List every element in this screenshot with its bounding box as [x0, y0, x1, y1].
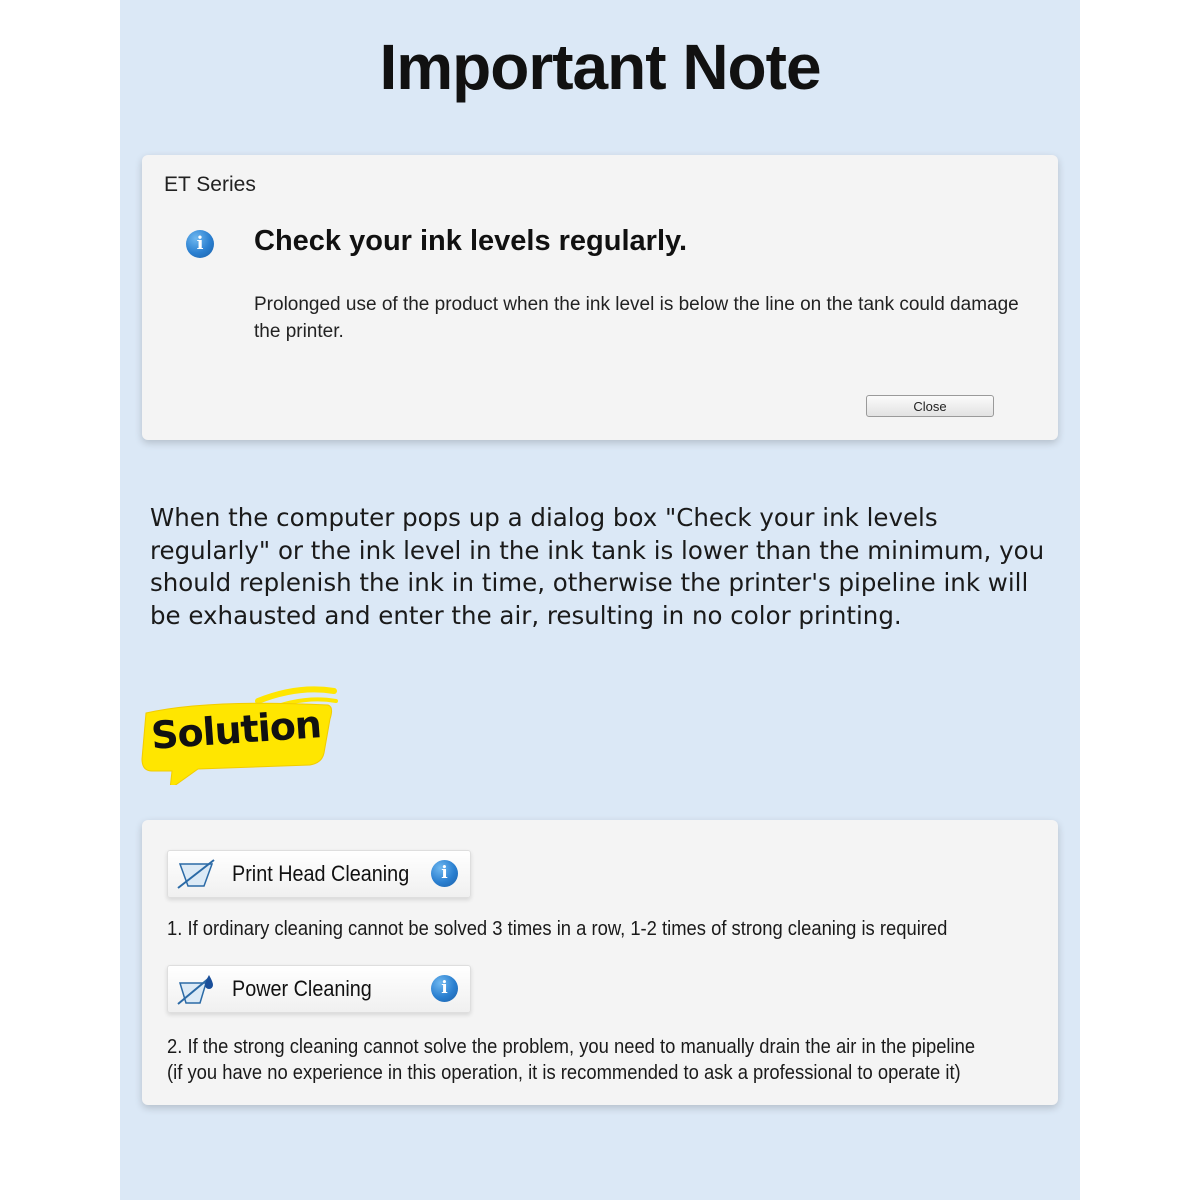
- dialog-heading: Check your ink levels regularly.: [254, 225, 688, 257]
- solution-label: Solution: [149, 702, 323, 758]
- power-cleaning-label: Power Cleaning: [232, 976, 372, 1001]
- page-title: Important Note: [379, 31, 821, 103]
- solution-card: [142, 820, 1058, 1105]
- dialog-message: Prolonged use of the product when the ink level is below the line on the tank could damage the printer.: [254, 294, 1019, 342]
- ink-level-dialog: [142, 155, 1058, 440]
- close-button[interactable]: Close: [866, 395, 994, 417]
- power-cleaning-button[interactable]: [167, 965, 471, 1013]
- step-1-text: 1. If ordinary cleaning cannot be solved 3 times in a row, 1-2 times of strong cleaning is required: [167, 918, 948, 940]
- power-cleaning-icon: [176, 973, 216, 1005]
- print-head-cleaning-label: Print Head Cleaning: [232, 861, 410, 886]
- step-2-text: 2. If the strong cleaning cannot solve the problem, you need to manually drain the air in the pipeline (if you have no experience in this operation, it is recommended to ask a professional to operate it): [167, 1036, 976, 1084]
- print-head-cleaning-icon: [176, 858, 216, 890]
- info-icon: i: [186, 230, 214, 258]
- info-icon[interactable]: i: [431, 975, 458, 1002]
- dialog-window-title: ET Series: [164, 173, 256, 196]
- info-icon[interactable]: i: [431, 860, 458, 887]
- print-head-cleaning-button[interactable]: [167, 850, 471, 898]
- description-text: When the computer pops up a dialog box "Check your ink levels regularly" or the ink level in the ink tank is lower than the minimum, you should replenish the ink in time, otherwise the printer's pipeline ink will be exhausted and enter the air, resulting in no color printing.: [150, 503, 1045, 630]
